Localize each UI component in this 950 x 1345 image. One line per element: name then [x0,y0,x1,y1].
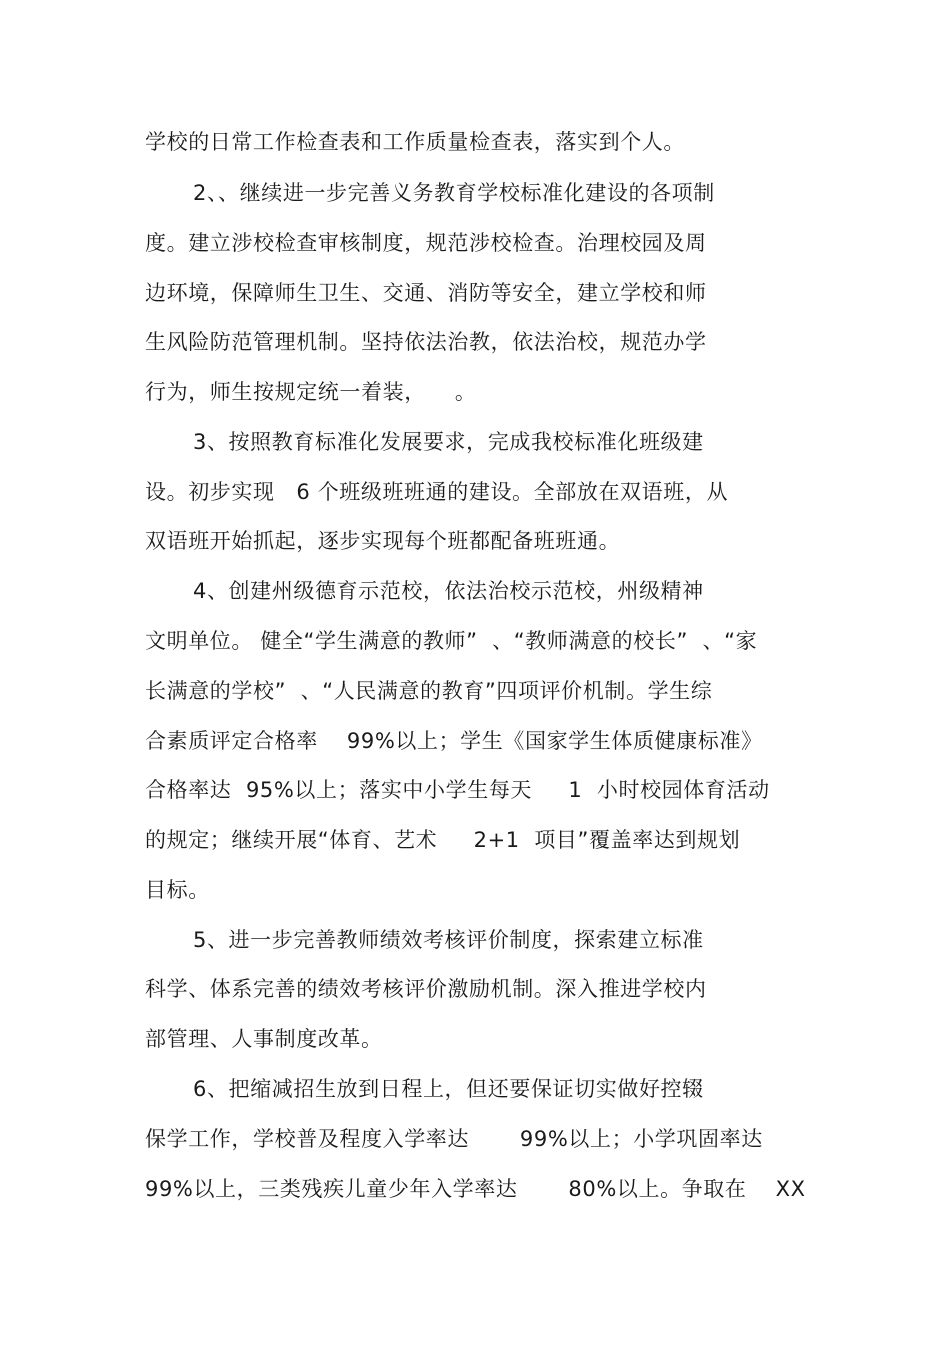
text-line: 设。初步实现 6 个班级班班通的建设。全部放在双语班，从 [145,480,729,504]
text-line: 行为，师生按规定统一着装， 。 [145,380,477,404]
paragraph-4-start: 4、创建州级德育示范校，依法治校示范校，州级精神 [193,579,704,603]
text-line: 度。建立涉校检查审核制度，规范涉校检查。治理校园及周 [145,231,707,255]
paragraph-3-start: 3、按照教育标准化发展要求，完成我校标准化班级建 [193,430,704,454]
text-line: 生风险防范管理机制。坚持依法治教，依法治校，规范办学 [145,330,707,354]
text-line: 文明单位。 健全“学生满意的教师” 、“教师满意的校长” 、“家 [145,629,758,653]
text-line: 的规定；继续开展“体育、艺术 2+1 项目”覆盖率达到规划 [145,828,741,852]
text-line: 科学、体系完善的绩效考核评价激励机制。深入推进学校内 [145,977,707,1001]
text-line: 双语班开始抓起，逐步实现每个班都配备班班通。 [145,529,621,553]
paragraph-2-start: 2、、继续进一步完善义务教育学校标准化建设的各项制 [193,181,715,205]
paragraph-6-start: 6、把缩减招生放到日程上，但还要保证切实做好控辍 [193,1077,704,1101]
paragraph-5-start: 5、进一步完善教师绩效考核评价制度，探索建立标准 [193,928,704,952]
text-line: 99%以上，三类残疾儿童少年入学率达 80%以上。争取在 XX [145,1177,806,1201]
text-line: 合格率达 95%以上；落实中小学生每天 1 小时校园体育活动 [145,778,770,802]
text-line: 长满意的学校” 、“人民满意的教育”四项评价机制。学生综 [145,679,713,703]
text-line: 学校的日常工作检查表和工作质量检查表，落实到个人。 [145,130,685,154]
text-line: 部管理、人事制度改革。 [145,1027,383,1051]
text-line: 目标。 [145,878,210,902]
text-line: 合素质评定合格率 99%以上；学生《国家学生体质健康标准》 [145,729,763,753]
text-line: 保学工作，学校普及程度入学率达 99%以上；小学巩固率达 [145,1127,763,1151]
text-line: 边环境，保障师生卫生、交通、消防等安全，建立学校和师 [145,281,707,305]
